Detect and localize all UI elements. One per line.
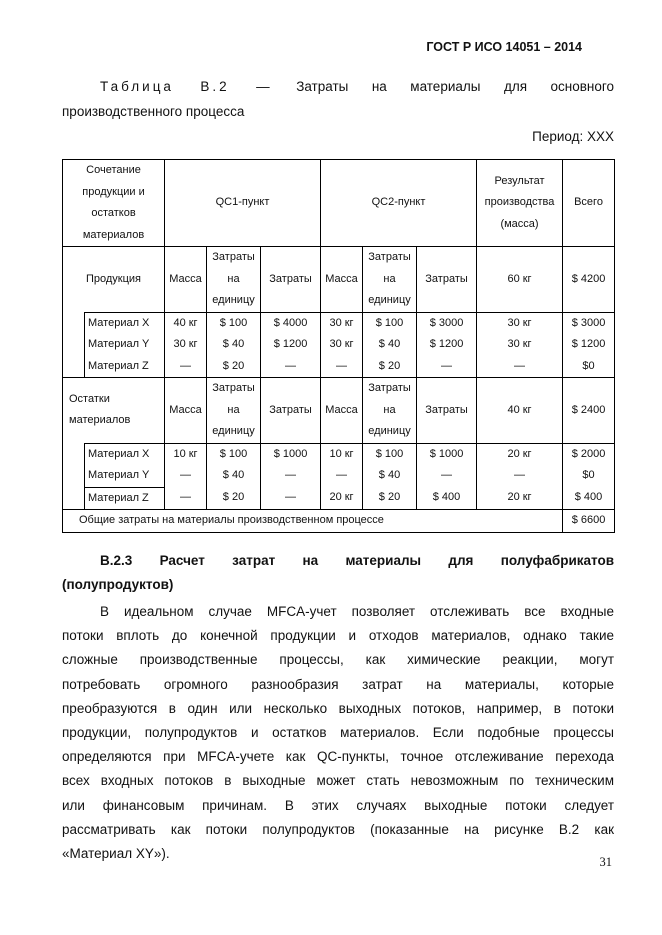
paragraph-line: рассматривать как потоки полупродуктов (показанные на рисунке В.2 как [62, 821, 614, 837]
material-name: Материал Y [85, 465, 165, 487]
header-combination: Сочетание продукции и остатков материалов [63, 160, 165, 247]
page-number: 31 [599, 855, 612, 869]
material-name: Материал Z [85, 356, 165, 378]
material-name: Материал Z [85, 487, 165, 510]
paragraph-line: сложные производственные процессы, как химические реакции, могут [62, 652, 614, 668]
paragraph-line: «Материал XY»). [62, 846, 170, 862]
table-row: Материал Y 30 кг $ 40 $ 1200 30 кг $ 40 $ 1200 30 кг $ 1200 [63, 334, 615, 356]
material-name: Материал X [85, 312, 165, 334]
residue-result: 40 кг [477, 378, 563, 444]
products-result: 60 кг [477, 247, 563, 313]
material-name: Материал X [85, 443, 165, 465]
materials-cost-table [62, 159, 615, 533]
paragraph-line: определяются при MFCA-учете как QC-пункты, точное отслеживание перехода [62, 749, 614, 765]
total-value: $ 6600 [563, 510, 615, 533]
material-name: Материал Y [85, 334, 165, 356]
qc2-unit-cost-header: Затраты на единицу [363, 247, 417, 313]
table-row: Материал X 10 кг $ 100 $ 1000 10 кг $ 100 $ 1000 20 кг $ 2000 [63, 443, 615, 465]
qc1-cost-header: Затраты [261, 247, 321, 313]
table-row: Материал Z — $ 20 — 20 кг $ 20 $ 400 20 кг $ 400 [63, 487, 615, 510]
qc1-mass-header: Масса [165, 247, 207, 313]
residue-subheader-row: Остатки материалов Масса Затраты на единицу Затраты Масса Затраты на единицу Затраты 40 кг $ 2400 [63, 378, 615, 444]
table-header-row [63, 160, 615, 247]
products-subheader-row [63, 247, 615, 313]
paragraph-line: потребовать огромного разнообразия затрат на материалы, которые [62, 676, 614, 692]
header-qc2: QC2-пункт [321, 160, 477, 247]
table-row: Материал X 40 кг $ 100 $ 4000 30 кг $ 100 $ 3000 30 кг $ 3000 [63, 312, 615, 334]
qc2-mass-header: Масса [321, 247, 363, 313]
total-row [63, 510, 615, 533]
total-label: Общие затраты на материалы производственном процессе [63, 510, 563, 533]
section-heading: В.2.3 Расчет затрат на материалы для полуфабрикатов [100, 553, 614, 568]
period-label: Период: ХХХ [532, 129, 614, 144]
paragraph-line: потоки вплоть до конечной продукции и отходов материалов, однако такие [62, 628, 614, 644]
paragraph-line: В идеальном случае MFCA-учет позволяет отслеживать все входные [100, 604, 614, 619]
table-caption-number: Таблица В.2 — [100, 79, 273, 94]
residue-label: Остатки материалов [63, 378, 165, 444]
section-paragraph [62, 600, 614, 866]
qc1-unit-cost-header: Затраты на единицу [207, 247, 261, 313]
qc2-cost-header: Затраты [417, 247, 477, 313]
table-row: Материал Z — $ 20 — — $ 20 — — $0 [63, 356, 615, 378]
header-total: Всего [563, 160, 615, 247]
table-caption-title: Затраты на материалы для основного [296, 79, 614, 94]
header-result: Результат производства (масса) [477, 160, 563, 247]
table-caption [62, 79, 614, 94]
products-total: $ 4200 [563, 247, 615, 313]
paragraph-line: преобразуются в один или несколько выходных потоков, например, в потоки [62, 700, 614, 716]
table-row: Материал Y — $ 40 — — $ 40 — — $0 [63, 465, 615, 487]
section-heading-continued: (полупродуктов) [62, 577, 174, 592]
residue-total: $ 2400 [563, 378, 615, 444]
paragraph-line: всех входных потоков в выходные может стать невозможным по техническим [62, 773, 614, 789]
header-qc1: QC1-пункт [165, 160, 321, 247]
products-label: Продукция [63, 247, 165, 313]
document-header: ГОСТ Р ИСО 14051 – 2014 [426, 40, 582, 54]
paragraph-line: или финансовым причинам. В этих случаях выходные потоки следует [62, 797, 614, 813]
table-caption-continued: производственного процесса [62, 104, 245, 119]
paragraph-line: продукции, полупродуктов и остатков материалов. Если подобные процессы [62, 725, 614, 741]
